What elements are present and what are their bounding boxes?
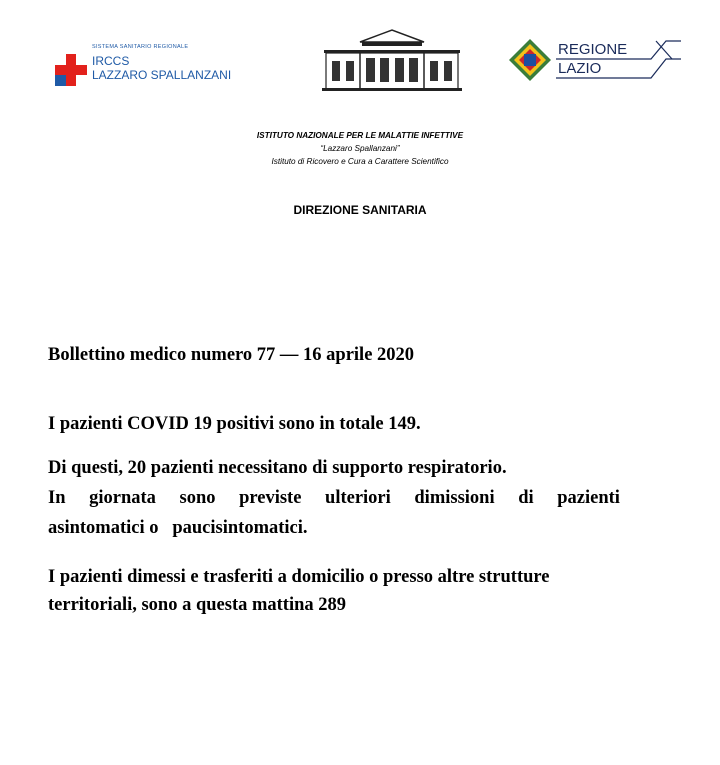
institute-name: ISTITUTO NAZIONALE PER LE MALATTIE INFETTIVE — [256, 131, 464, 140]
lazio-text: LAZIO — [558, 60, 602, 77]
word: In — [48, 488, 66, 508]
positive-patients-text: I pazienti COVID 19 positivi sono in totale 149. — [48, 414, 421, 434]
regione-text: REGIONE — [558, 41, 628, 58]
word: previste — [239, 488, 302, 508]
irccs-spallanzani-logo — [55, 44, 245, 89]
logo-name-line1: IRCCS — [92, 54, 130, 68]
medical-cross-icon — [55, 54, 87, 86]
word: giornata — [89, 488, 156, 508]
discharges-text-line — [48, 488, 620, 509]
word: sono — [179, 488, 216, 508]
word: dimissioni — [414, 488, 495, 508]
regione-lazio-emblem-icon — [508, 38, 552, 82]
word: pazienti — [557, 488, 620, 508]
discharged-patients-text: I pazienti dimessi e trasferiti a domicilio o presso altre strutture — [48, 567, 550, 587]
regione-lazio-logo — [508, 38, 678, 86]
discharged-patients-count-text: territoriali, sono a questa mattina 289 — [48, 595, 347, 615]
institute-building-icon — [322, 28, 462, 92]
discharges-text-end: asintomatici o paucisintomatici. — [48, 518, 308, 538]
logo-name-line2: LAZZARO SPALLANZANI — [92, 68, 232, 82]
word: di — [518, 488, 534, 508]
department-heading: DIREZIONE SANITARIA — [293, 203, 427, 217]
respiratory-support-text: Di questi, 20 pazienti necessitano di supporto respiratorio. — [48, 458, 507, 478]
logo-frame-lines — [556, 38, 681, 82]
word: ulteriori — [325, 488, 391, 508]
system-label: SISTEMA SANITARIO REGIONALE — [92, 44, 189, 50]
institute-subtitle: “Lazzaro Spallanzani” — [320, 144, 400, 153]
bulletin-title: Bollettino medico numero 77 — 16 aprile 2020 — [48, 345, 415, 365]
institute-type: Istituto di Ricovero e Cura a Carattere Scientifico — [271, 157, 449, 166]
letterhead — [0, 0, 720, 110]
